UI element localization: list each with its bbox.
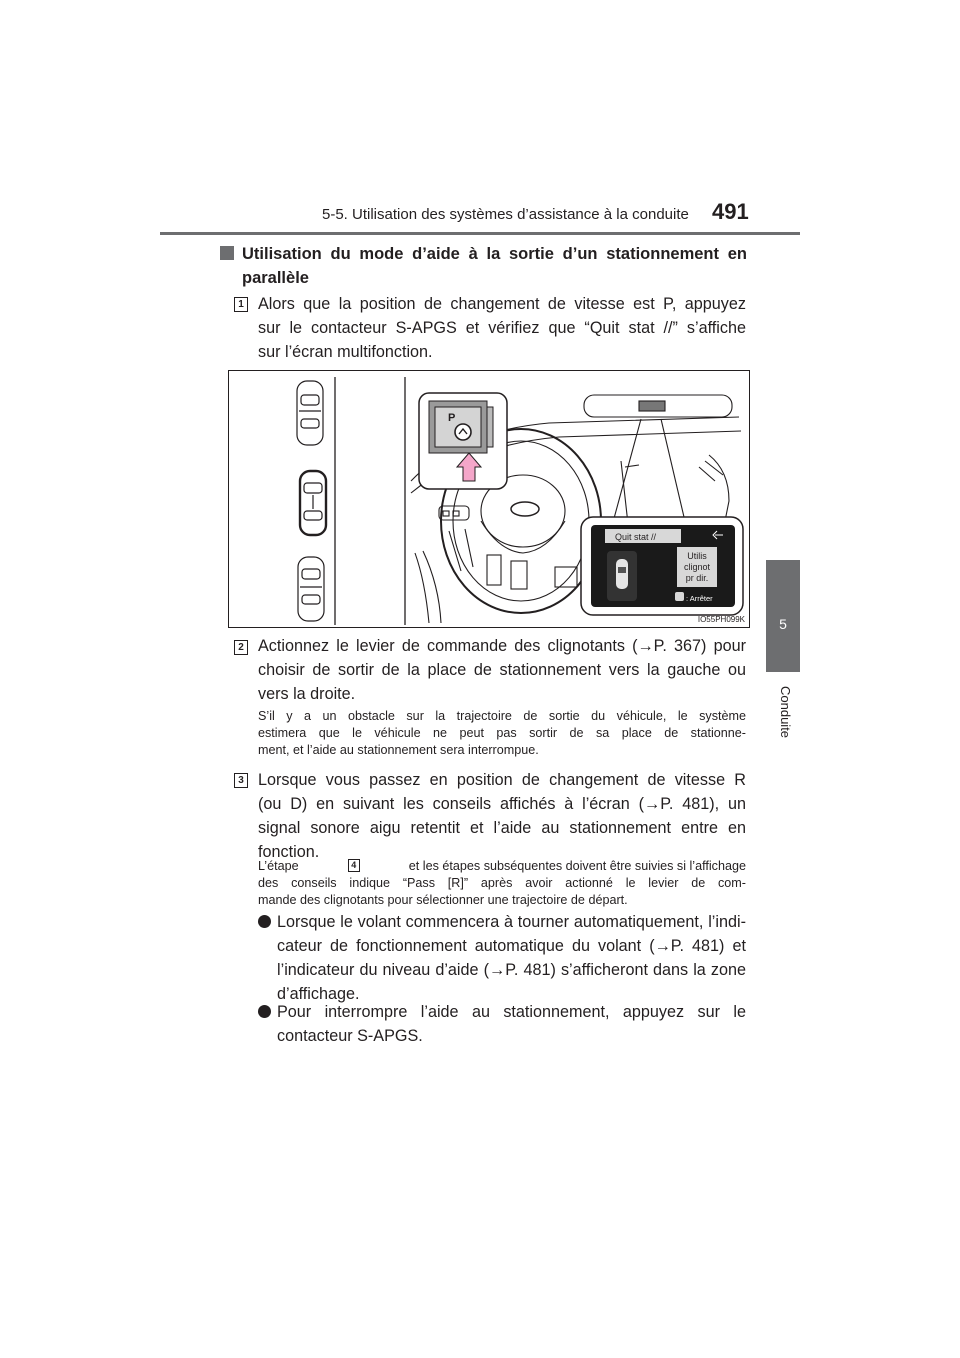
switch-inset — [419, 393, 507, 489]
page-number: 491 — [712, 199, 749, 224]
screen-stop-label: : Arrêter — [686, 594, 713, 603]
illustration — [228, 370, 750, 628]
header-rule — [160, 232, 800, 235]
step-2-note-line-1: S’il y a un obstacle sur la trajectoire de sortie du véhicule, le système — [258, 709, 746, 723]
step-3-line-2: (ou D) en suivant les conseils affichés à l’écran (→P. 481), un — [258, 795, 746, 813]
heading-line-2: parallèle — [242, 269, 309, 287]
heading-line-1: Utilisation du mode d’aide à la sortie d’un stationnement en — [242, 245, 747, 263]
step-3-box: 3 — [234, 773, 248, 788]
car-middle-icon — [300, 471, 326, 535]
step-2-text — [258, 634, 746, 706]
section-title: 5-5. Utilisation des systèmes d’assistance à la conduite — [322, 206, 689, 223]
step-3-note-line-1 — [258, 858, 746, 875]
screen-button-line-2: clignot — [683, 562, 711, 572]
step-2-note — [258, 708, 746, 759]
step-3-line-3: signal sonore aigu retentit et l’aide au stationnement entre en — [258, 819, 746, 837]
step-1-box: 1 — [234, 297, 248, 312]
step-1-line-1: Alors que la position de changement de vitesse est P, appuyez — [258, 295, 746, 313]
heading-square-icon — [220, 246, 234, 260]
bullet-2-line-1: Pour interrompre l’aide au stationnement, appuyez sur le — [277, 1003, 746, 1021]
step-1-line-2: sur le contacteur S-APGS et vérifiez que “Quit stat //” s’affiche — [258, 319, 746, 337]
screen-button-line-1: Utilis — [687, 551, 707, 561]
step-2-line-1: Actionnez le levier de commande des clignotants (→P. 367) pour — [258, 637, 746, 655]
screen-button-line-3: pr dir. — [685, 573, 709, 583]
step-3-note-line-2: des conseils indique “Pass [R]” après avoir actionné le levier de com- — [258, 876, 746, 890]
bullet-1-line-2: cateur de fonctionnement automatique du volant (→P. 481) et — [277, 937, 746, 955]
figure-code: IO55PH099K — [697, 615, 745, 624]
illustration-drawing — [229, 371, 750, 628]
car-top-icon — [297, 381, 323, 445]
step-2-line-2: choisir de sortir de la place de stationnement vers la gauche ou — [258, 661, 746, 679]
step-3-note-line-3: mande des clignotants pour sélectionner une trajectoire de départ. — [258, 893, 628, 907]
bullet-1-line-1: Lorsque le volant commencera à tourner automatiquement, l’indi- — [277, 913, 746, 931]
chapter-tab — [766, 560, 800, 672]
step-2-note-line-2: estimera que le véhicule ne peut pas sortir de sa place de stationne- — [258, 726, 746, 740]
bullet-2-lines — [277, 1000, 746, 1048]
car-bottom-icon — [298, 557, 324, 621]
bullet-dot-icon — [258, 915, 271, 928]
step-2-note-line-3: ment, et l’aide au stationnement sera interrompue. — [258, 743, 539, 757]
step-1-text — [258, 292, 746, 364]
screen-title: Quit stat // — [615, 532, 657, 542]
step-3-note — [258, 858, 746, 909]
step-3-note-rest: et les étapes subséquentes doivent être suivies si l’affichage — [408, 859, 746, 873]
step-3-text — [258, 768, 746, 864]
bullet-1-lines — [277, 910, 746, 1006]
bullet-1-line-3: l’indicateur du niveau d’aide (→P. 481) s’afficheront dans la zone — [277, 961, 746, 979]
bullet-dot-icon — [258, 1005, 271, 1018]
chapter-label: Conduite — [778, 686, 793, 739]
step-4-ref-box: 4 — [348, 859, 360, 872]
step-3-line-1: Lorsque vous passez en position de changement de vitesse R — [258, 771, 746, 789]
step-3-note-prefix: L’étape — [258, 859, 299, 873]
bullet-1-line-4: d’affichage. — [277, 985, 360, 1003]
chapter-number: 5 — [779, 616, 787, 632]
step-3-line-4: fonction. — [258, 843, 320, 861]
screen-inset — [581, 517, 743, 615]
bullet-2-line-2: contacteur S-APGS. — [277, 1027, 423, 1045]
step-1-line-3: sur l’écran multifonction. — [258, 343, 433, 361]
chapter-label-wrap — [766, 686, 800, 766]
step-2-line-3: vers la droite. — [258, 685, 356, 703]
step-2-box: 2 — [234, 640, 248, 655]
switch-letter: P — [448, 412, 456, 424]
